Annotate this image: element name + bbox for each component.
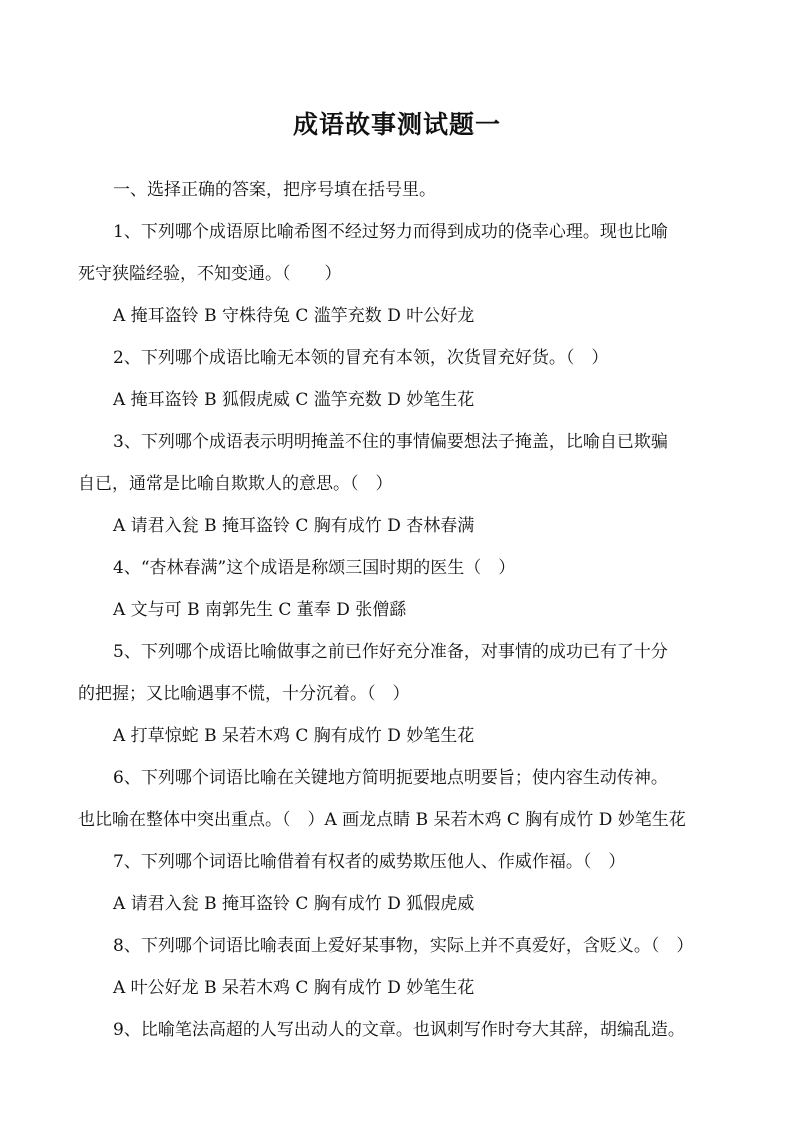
question-3-options: A 请君入瓮 B 掩耳盗铃 C 胸有成竹 D 杏林春满 [113,516,475,536]
question-5-line-1: 5、下列哪个成语比喻做事之前已作好充分准备，对事情的成功已有了十分 [113,642,668,662]
question-6-line-1: 6、下列哪个词语比喻在关键地方简明扼要地点明要旨；使内容生动传神。 [113,768,668,788]
question-7-options: A 请君入瓮 B 掩耳盗铃 C 胸有成竹 D 狐假虎威 [113,894,475,914]
question-8-line-1: 8、下列哪个词语比喻表面上爱好某事物，实际上并不真爱好，含贬义。（ ） [113,936,694,956]
question-4-options: A 文与可 B 南郭先生 C 董奉 D 张僧繇 [113,600,407,620]
question-5-line-2: 的把握；又比喻遇事不慌，十分沉着。（ ） [78,684,410,704]
question-5-options: A 打草惊蛇 B 呆若木鸡 C 胸有成竹 D 妙笔生花 [113,726,475,746]
question-1-options: A 掩耳盗铃 B 守株待兔 C 滥竽充数 D 叶公好龙 [113,306,475,326]
section-instruction: 一、选择正确的答案，把序号填在括号里。 [113,180,436,200]
question-4-line-1: 4、“杏林春满”这个成语是称颂三国时期的医生（ ） [113,558,516,578]
question-2-line-1: 2、下列哪个成语比喻无本领的冒充有本领，次货冒充好货。（ ） [113,348,609,368]
question-3-line-2: 自已，通常是比喻自欺欺人的意思。（ ） [78,474,393,494]
question-1-line-2: 死守狭隘经验，不知变通。（ ） [78,264,342,284]
question-8-options: A 叶公好龙 B 呆若木鸡 C 胸有成竹 D 妙笔生花 [113,978,475,998]
question-2-options: A 掩耳盗铃 B 狐假虎威 C 滥竽充数 D 妙笔生花 [113,390,475,410]
page-title: 成语故事测试题一 [292,110,501,139]
question-7-line-1: 7、下列哪个词语比喻借着有权者的威势欺压他人、作威作福。（ ） [113,852,626,872]
question-6-line-2: 也比喻在整体中突出重点。（ ）A 画龙点睛 B 呆若木鸡 C 胸有成竹 D 妙笔生花 [78,810,686,830]
question-3-line-1: 3、下列哪个成语表示明明掩盖不住的事情偏要想法子掩盖，比喻自已欺骗 [113,432,668,452]
question-1-line-1: 1、下列哪个成语原比喻希图不经过努力而得到成功的侥幸心理。现也比喻 [113,222,668,242]
question-9-line-1: 9、比喻笔法高超的人写出动人的文章。也讽刺写作时夸大其辞，胡编乱造。 [113,1020,685,1040]
